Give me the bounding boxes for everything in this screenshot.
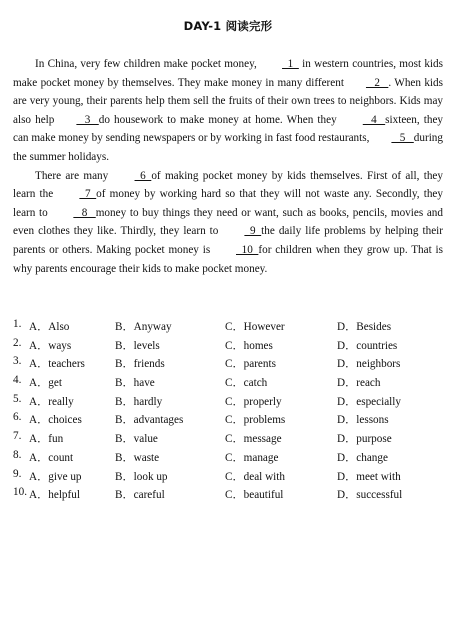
option-b: B．have bbox=[115, 377, 155, 390]
question-number: 2. bbox=[13, 336, 22, 349]
option-b: B．hardly bbox=[115, 395, 163, 408]
passage-text: the daily life problems by helping their parents or others. Making pocket money is bbox=[13, 225, 443, 256]
option-c: C．parents bbox=[225, 358, 276, 371]
option-c: C．catch bbox=[225, 377, 268, 390]
question-row bbox=[13, 468, 443, 487]
passage-text: in western countries, most kids make pocket money by themselves. They make money in many different bbox=[13, 58, 443, 89]
question-row bbox=[13, 318, 443, 337]
option-d: D．meet with bbox=[337, 470, 401, 483]
question-row bbox=[13, 393, 443, 412]
paragraph-1 bbox=[13, 55, 443, 167]
option-d: D．purpose bbox=[337, 433, 392, 446]
passage-text: during the summer holidays. bbox=[13, 132, 443, 163]
passage-text: do housework to make money at home. When they bbox=[98, 113, 341, 126]
blank-8: 8 bbox=[73, 206, 96, 219]
reading-passage bbox=[13, 55, 443, 278]
option-a: A．Also bbox=[29, 321, 70, 333]
blank-7: 7 bbox=[79, 188, 97, 201]
passage-text: of making pocket money by kids themselves. First of all, they learn the bbox=[13, 169, 443, 201]
passage-text: . When kids are very young, their parents help them sell the fruits of their own trees to neighbors. Kids may also help bbox=[13, 76, 443, 126]
option-c: C．message bbox=[225, 433, 282, 446]
option-a: A．count bbox=[29, 451, 74, 464]
passage-text: In China, very few children make pocket money, bbox=[35, 58, 261, 70]
blank-3: 3 bbox=[76, 113, 99, 126]
option-d: D．countries bbox=[337, 339, 398, 352]
option-a: A．fun bbox=[29, 433, 64, 446]
option-b: B．value bbox=[115, 433, 158, 446]
option-d: D．especially bbox=[337, 395, 401, 408]
question-number: 9. bbox=[13, 467, 22, 480]
blank-1: 1 bbox=[282, 58, 299, 70]
blank-2: 2 bbox=[365, 76, 389, 89]
passage-text: There are many bbox=[35, 169, 113, 182]
option-a: A．choices bbox=[29, 414, 82, 427]
question-number: 10. bbox=[13, 486, 27, 499]
question-row bbox=[13, 411, 443, 430]
option-a: A．get bbox=[29, 377, 62, 390]
question-row bbox=[13, 374, 443, 393]
option-c: C．properly bbox=[225, 395, 282, 408]
option-c: C．deal with bbox=[225, 470, 285, 483]
option-a: A．ways bbox=[29, 339, 72, 352]
option-b: B．friends bbox=[115, 358, 165, 371]
option-d: D．successful bbox=[337, 489, 403, 502]
question-row bbox=[13, 430, 443, 449]
question-number: 4. bbox=[13, 374, 22, 387]
option-d: D．reach bbox=[337, 377, 381, 390]
option-a: A．give up bbox=[29, 470, 82, 483]
passage-text: of money by working hard so that they will not waste any. Secondly, they learn to bbox=[13, 188, 443, 219]
passage-text: sixteen, they can make money by sending newspapers or by working in fast food restaurants, bbox=[13, 113, 443, 145]
question-row bbox=[13, 449, 443, 468]
question-number: 7. bbox=[13, 430, 22, 443]
option-b: B．advantages bbox=[115, 414, 184, 427]
blank-9: 9 bbox=[244, 225, 262, 238]
option-d: D．neighbors bbox=[337, 358, 401, 371]
option-b: B．levels bbox=[115, 339, 160, 352]
paragraph-2 bbox=[13, 167, 443, 279]
option-c: C．manage bbox=[225, 451, 279, 464]
question-row bbox=[13, 486, 443, 505]
passage-text: money to buy things they need or want, such as books, pencils, movies and even clothes they like. Thirdly, they learn to bbox=[13, 206, 443, 238]
blank-4: 4 bbox=[362, 113, 386, 126]
question-number: 6. bbox=[13, 411, 22, 424]
option-d: D．change bbox=[337, 451, 388, 464]
option-c: C．However bbox=[225, 321, 285, 333]
option-c: C．problems bbox=[225, 414, 286, 427]
question-row bbox=[13, 337, 443, 356]
answer-options bbox=[13, 318, 443, 505]
option-b: B．waste bbox=[115, 451, 160, 464]
option-d: D．lessons bbox=[337, 414, 389, 427]
option-b: B．Anyway bbox=[115, 321, 172, 333]
question-number: 5. bbox=[13, 392, 22, 405]
question-number: 1. bbox=[13, 318, 22, 330]
question-number: 8. bbox=[13, 448, 22, 461]
blank-10: 10 bbox=[236, 243, 259, 256]
passage-text: for children when they grow up. That is why parents encourage their kids to make pocket money. bbox=[13, 243, 444, 275]
question-number: 3. bbox=[13, 355, 22, 368]
option-a: A．teachers bbox=[29, 358, 85, 371]
page-title: DAY-1 阅读完形 bbox=[183, 19, 273, 33]
option-b: B．look up bbox=[115, 470, 168, 483]
option-c: C．beautiful bbox=[225, 489, 284, 502]
option-d: D．Besides bbox=[337, 321, 392, 333]
option-c: C．homes bbox=[225, 339, 273, 352]
option-a: A．really bbox=[29, 395, 74, 408]
option-a: A．helpful bbox=[29, 489, 80, 502]
question-row bbox=[13, 355, 443, 374]
blank-5: 5 bbox=[391, 132, 414, 145]
option-b: B．careful bbox=[115, 489, 165, 502]
blank-6: 6 bbox=[134, 169, 152, 182]
